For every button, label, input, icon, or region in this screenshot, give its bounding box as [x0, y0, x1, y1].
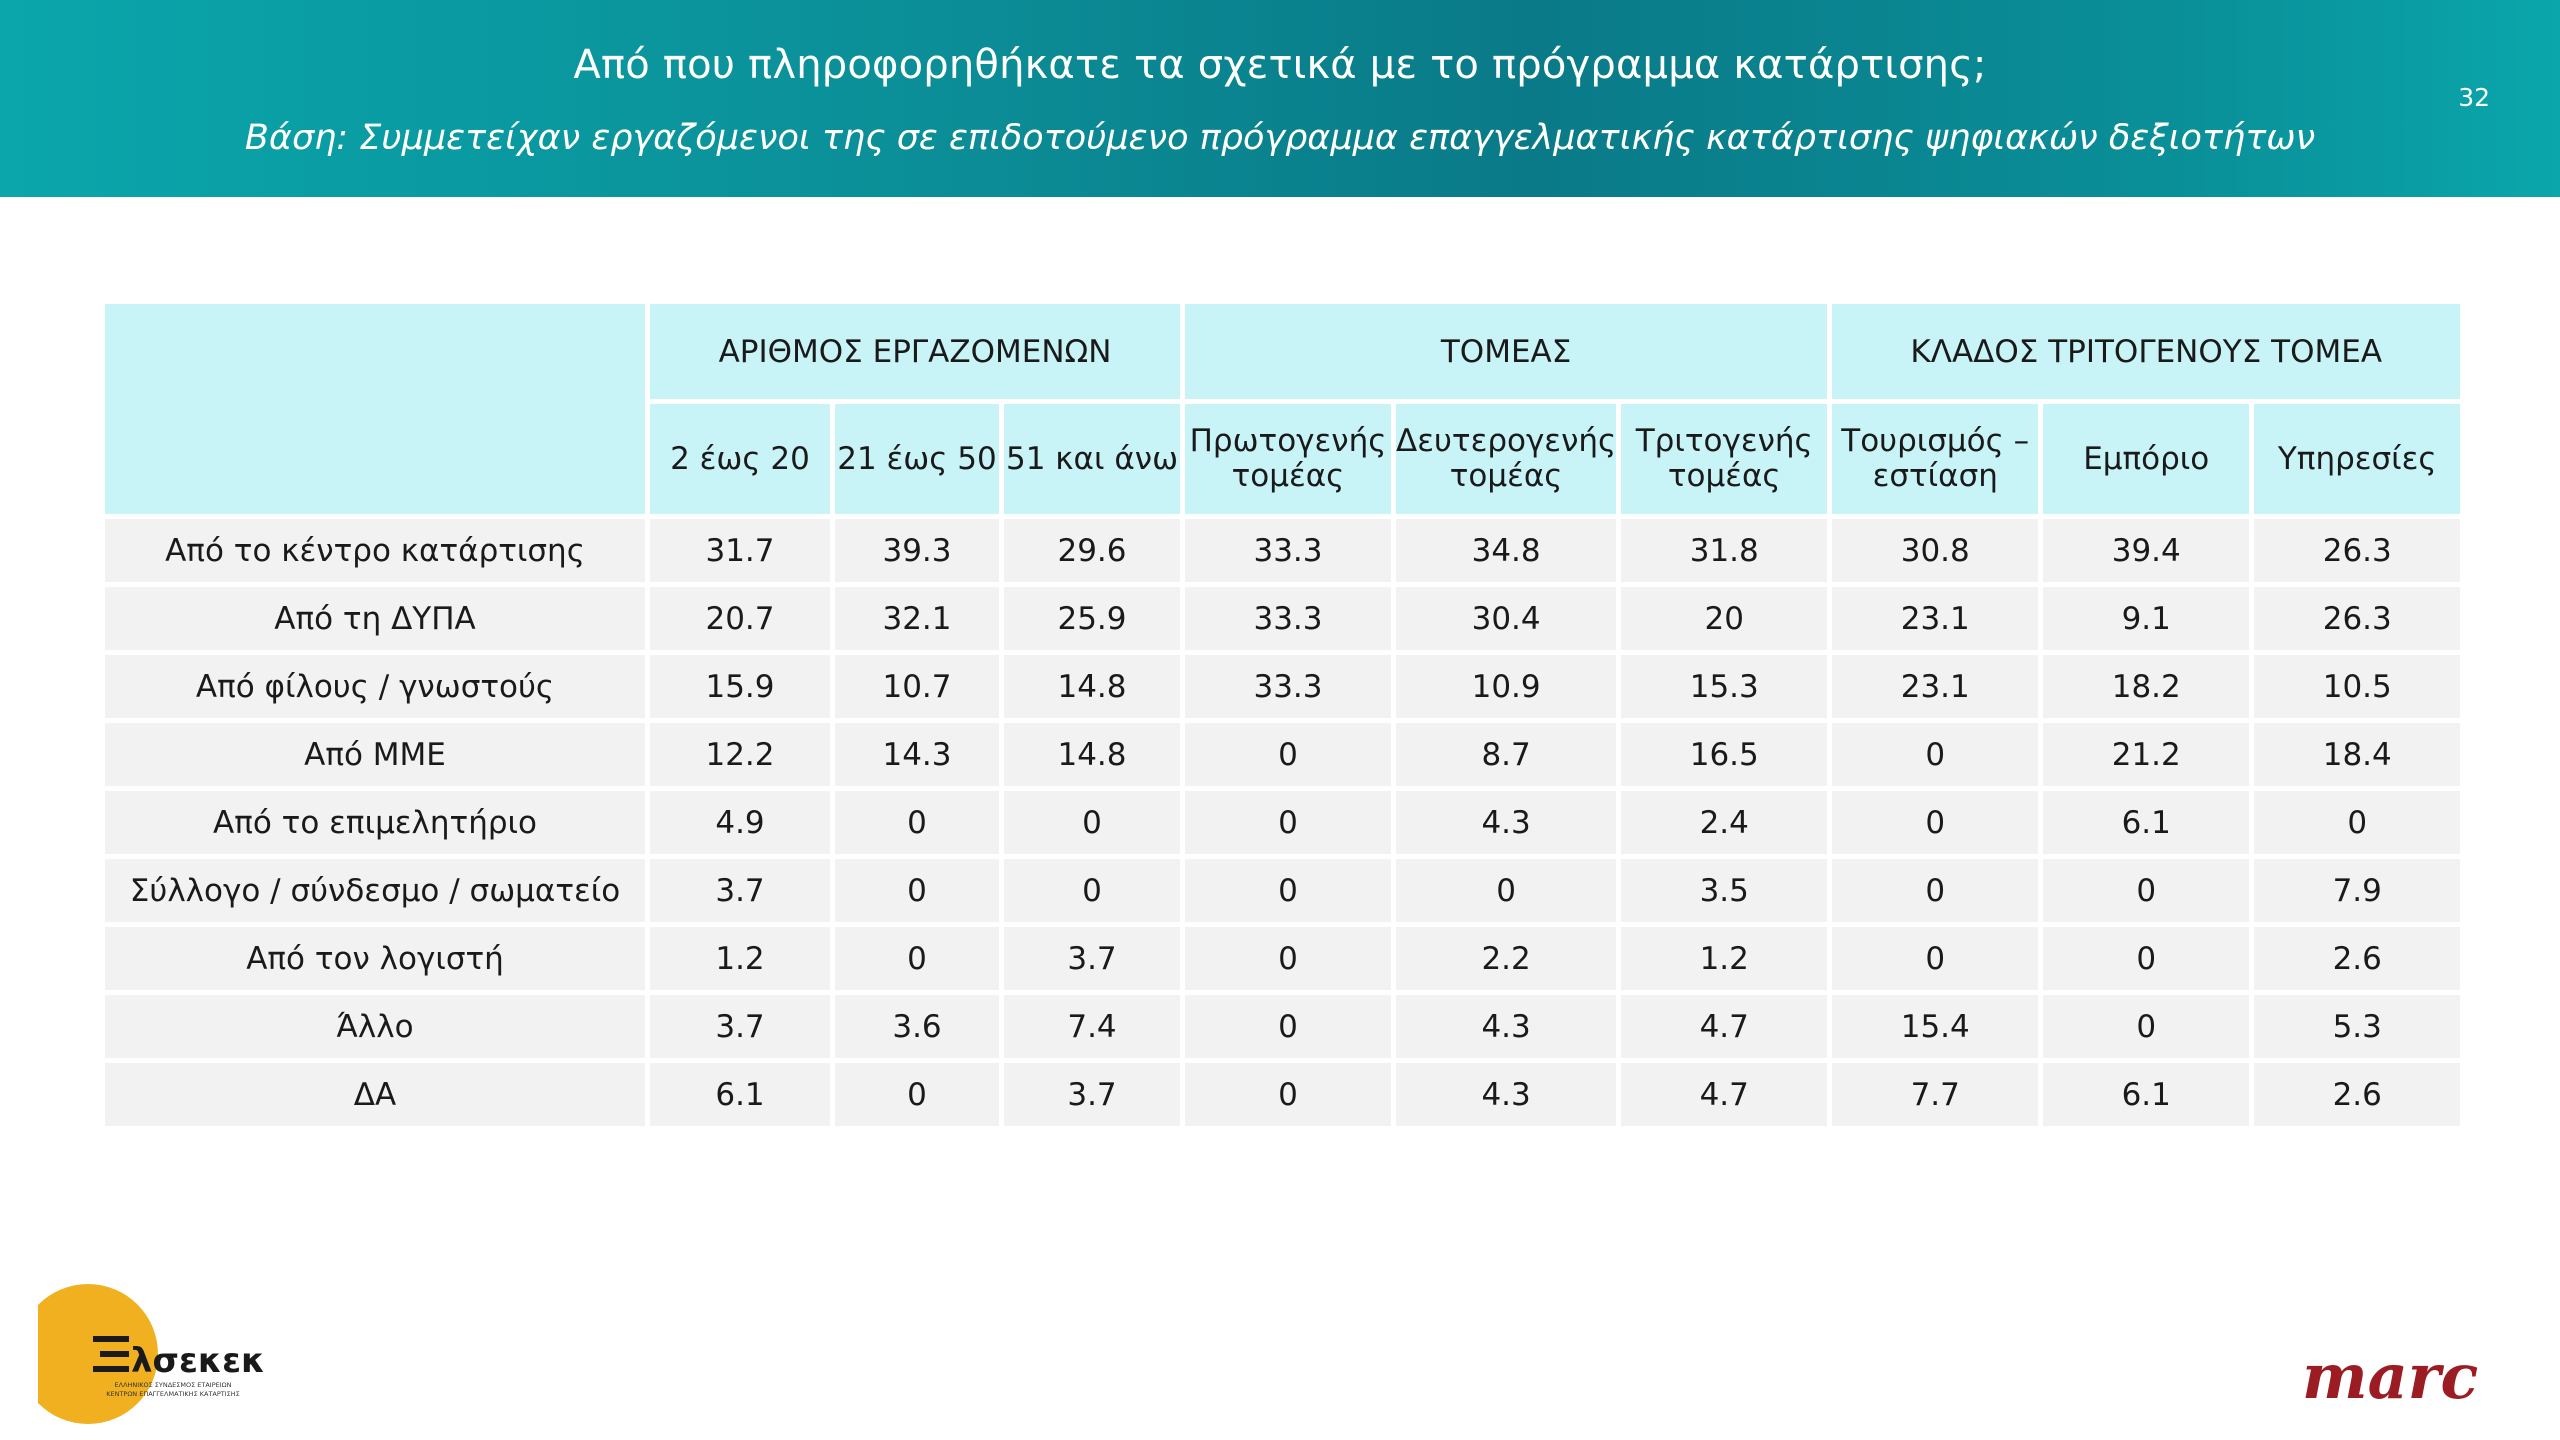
table-cell: 25.9	[1004, 587, 1180, 650]
table-row	[105, 587, 2460, 650]
table-cell: 18.4	[2254, 723, 2460, 786]
table-body	[105, 519, 2460, 1126]
header-bar	[0, 0, 2560, 197]
table-cell: 39.3	[835, 519, 999, 582]
table-cell: 0	[2043, 859, 2249, 922]
table-cell: 0	[1832, 791, 2038, 854]
row-label: ΔΑ	[105, 1063, 645, 1126]
row-label: Από το επιμελητήριο	[105, 791, 645, 854]
table-cell: 12.2	[650, 723, 830, 786]
table-cell: 1.2	[650, 927, 830, 990]
table-cell: 4.9	[650, 791, 830, 854]
table-cell: 10.7	[835, 655, 999, 718]
table-cell: 10.5	[2254, 655, 2460, 718]
table-cell: 4.3	[1396, 1063, 1616, 1126]
table-row	[105, 859, 2460, 922]
table-cell: 31.8	[1621, 519, 1827, 582]
table-cell: 4.7	[1621, 1063, 1827, 1126]
table-cell: 0	[835, 859, 999, 922]
table-cell: 0	[2254, 791, 2460, 854]
table-cell: 10.9	[1396, 655, 1616, 718]
table-cell: 4.3	[1396, 791, 1616, 854]
table-cell: 33.3	[1185, 587, 1391, 650]
group-header: ΚΛΑΔΟΣ ΤΡΙΤΟΓΕΝΟΥΣ ΤΟΜΕΑ	[1832, 304, 2460, 399]
column-header: Πρωτογενής τομέας	[1185, 404, 1391, 514]
table-cell: 3.5	[1621, 859, 1827, 922]
column-header: Δευτερογενής τομέας	[1396, 404, 1616, 514]
table-row	[105, 995, 2460, 1058]
column-header: Τριτογενής τομέας	[1621, 404, 1827, 514]
table-cell: 39.4	[2043, 519, 2249, 582]
row-label: Άλλο	[105, 995, 645, 1058]
table-cell: 0	[1832, 859, 2038, 922]
group-header: ΑΡΙΘΜΟΣ ΕΡΓΑΖΟΜΕΝΩΝ	[650, 304, 1180, 399]
table-cell: 14.8	[1004, 655, 1180, 718]
table-cell: 23.1	[1832, 655, 2038, 718]
table-cell: 14.3	[835, 723, 999, 786]
table-cell: 0	[835, 791, 999, 854]
logo-wordmark: λσεκεκ	[131, 1341, 266, 1381]
table-cell: 0	[835, 1063, 999, 1126]
table-cell: 30.8	[1832, 519, 2038, 582]
table-row	[105, 655, 2460, 718]
row-label: Από τον λογιστή	[105, 927, 645, 990]
table-cell: 18.2	[2043, 655, 2249, 718]
table-cell: 2.4	[1621, 791, 1827, 854]
table-cell: 2.6	[2254, 1063, 2460, 1126]
table-cell: 3.7	[1004, 927, 1180, 990]
row-label: Από φίλους / γνωστούς	[105, 655, 645, 718]
corner-cell	[105, 304, 645, 514]
table-cell: 4.7	[1621, 995, 1827, 1058]
table-cell: 15.9	[650, 655, 830, 718]
row-label: Από ΜΜΕ	[105, 723, 645, 786]
table-cell: 0	[1185, 995, 1391, 1058]
table-cell: 6.1	[650, 1063, 830, 1126]
table-cell: 3.7	[650, 859, 830, 922]
column-header: 51 και άνω	[1004, 404, 1180, 514]
table-cell: 2.6	[2254, 927, 2460, 990]
table-cell: 0	[1832, 723, 2038, 786]
column-header: 21 έως 50	[835, 404, 999, 514]
logo-caption-1: ΕΛΛΗΝΙΚΟΣ ΣΥΝΔΕΣΜΟΣ ΕΤΑΙΡΕΙΩΝ	[114, 1381, 232, 1389]
table-cell: 0	[2043, 995, 2249, 1058]
table-cell: 26.3	[2254, 587, 2460, 650]
table-row	[105, 723, 2460, 786]
table-row	[105, 927, 2460, 990]
table-cell: 26.3	[2254, 519, 2460, 582]
table-cell: 0	[1185, 927, 1391, 990]
table-cell: 20.7	[650, 587, 830, 650]
logo-wordmark: marc	[2302, 1340, 2479, 1410]
table-cell: 1.2	[1621, 927, 1827, 990]
logo-caption-2: ΚΕΝΤΡΩΝ ΕΠΑΓΓΕΛΜΑΤΙΚΗΣ ΚΑΤΑΡΤΙΣΗΣ	[106, 1390, 240, 1398]
table-cell: 20	[1621, 587, 1827, 650]
column-header: 2 έως 20	[650, 404, 830, 514]
table-cell: 0	[1004, 859, 1180, 922]
table-cell: 6.1	[2043, 791, 2249, 854]
column-header: Εμπόριο	[2043, 404, 2249, 514]
row-label: Από το κέντρο κατάρτισης	[105, 519, 645, 582]
table-cell: 6.1	[2043, 1063, 2249, 1126]
table-cell: 4.3	[1396, 995, 1616, 1058]
row-label: Σύλλογο / σύνδεσμο / σωματείο	[105, 859, 645, 922]
table-cell: 2.2	[1396, 927, 1616, 990]
table-cell: 5.3	[2254, 995, 2460, 1058]
column-header: Τουρισμός – εστίαση	[1832, 404, 2038, 514]
page-title: Από που πληροφορηθήκατε τα σχετικά με το πρόγραμμα κατάρτισης;	[573, 42, 1987, 88]
table-cell: 16.5	[1621, 723, 1827, 786]
table-cell: 8.7	[1396, 723, 1616, 786]
table-cell: 3.7	[1004, 1063, 1180, 1126]
row-label: Από τη ΔΥΠΑ	[105, 587, 645, 650]
table-cell: 0	[1185, 1063, 1391, 1126]
page-number: 32	[2458, 83, 2490, 112]
table-cell: 23.1	[1832, 587, 2038, 650]
marc-logo	[2298, 1340, 2518, 1410]
table-row	[105, 519, 2460, 582]
table-cell: 0	[1396, 859, 1616, 922]
elsekek-logo	[38, 1282, 318, 1427]
table-cell: 0	[1832, 927, 2038, 990]
table-cell: 9.1	[2043, 587, 2249, 650]
table-cell: 34.8	[1396, 519, 1616, 582]
table-row	[105, 1063, 2460, 1126]
table-cell: 7.7	[1832, 1063, 2038, 1126]
table-cell: 21.2	[2043, 723, 2249, 786]
table-cell: 32.1	[835, 587, 999, 650]
table-cell: 33.3	[1185, 655, 1391, 718]
table-cell: 7.9	[2254, 859, 2460, 922]
table-cell: 33.3	[1185, 519, 1391, 582]
table-cell: 29.6	[1004, 519, 1180, 582]
table-cell: 14.8	[1004, 723, 1180, 786]
results-table	[100, 299, 2465, 1131]
table-cell: 0	[835, 927, 999, 990]
table-cell: 0	[1185, 723, 1391, 786]
group-header: ΤΟΜΕΑΣ	[1185, 304, 1827, 399]
table-cell: 0	[1185, 859, 1391, 922]
table-cell: 0	[1185, 791, 1391, 854]
table-cell: 31.7	[650, 519, 830, 582]
table-cell: 3.6	[835, 995, 999, 1058]
column-header: Υπηρεσίες	[2254, 404, 2460, 514]
table-cell: 0	[2043, 927, 2249, 990]
group-header-row	[105, 304, 2460, 399]
table-cell: 30.4	[1396, 587, 1616, 650]
table-cell: 3.7	[650, 995, 830, 1058]
table-cell: 7.4	[1004, 995, 1180, 1058]
table-cell: 15.4	[1832, 995, 2038, 1058]
table-row	[105, 791, 2460, 854]
table-cell: 0	[1004, 791, 1180, 854]
page-subtitle: Βάση: Συμμετείχαν εργαζόμενοι της σε επιδοτούμενο πρόγραμμα επαγγελματικής κατάρτισης ψηφιακών δεξιοτήτων	[244, 118, 2316, 158]
table-cell: 15.3	[1621, 655, 1827, 718]
